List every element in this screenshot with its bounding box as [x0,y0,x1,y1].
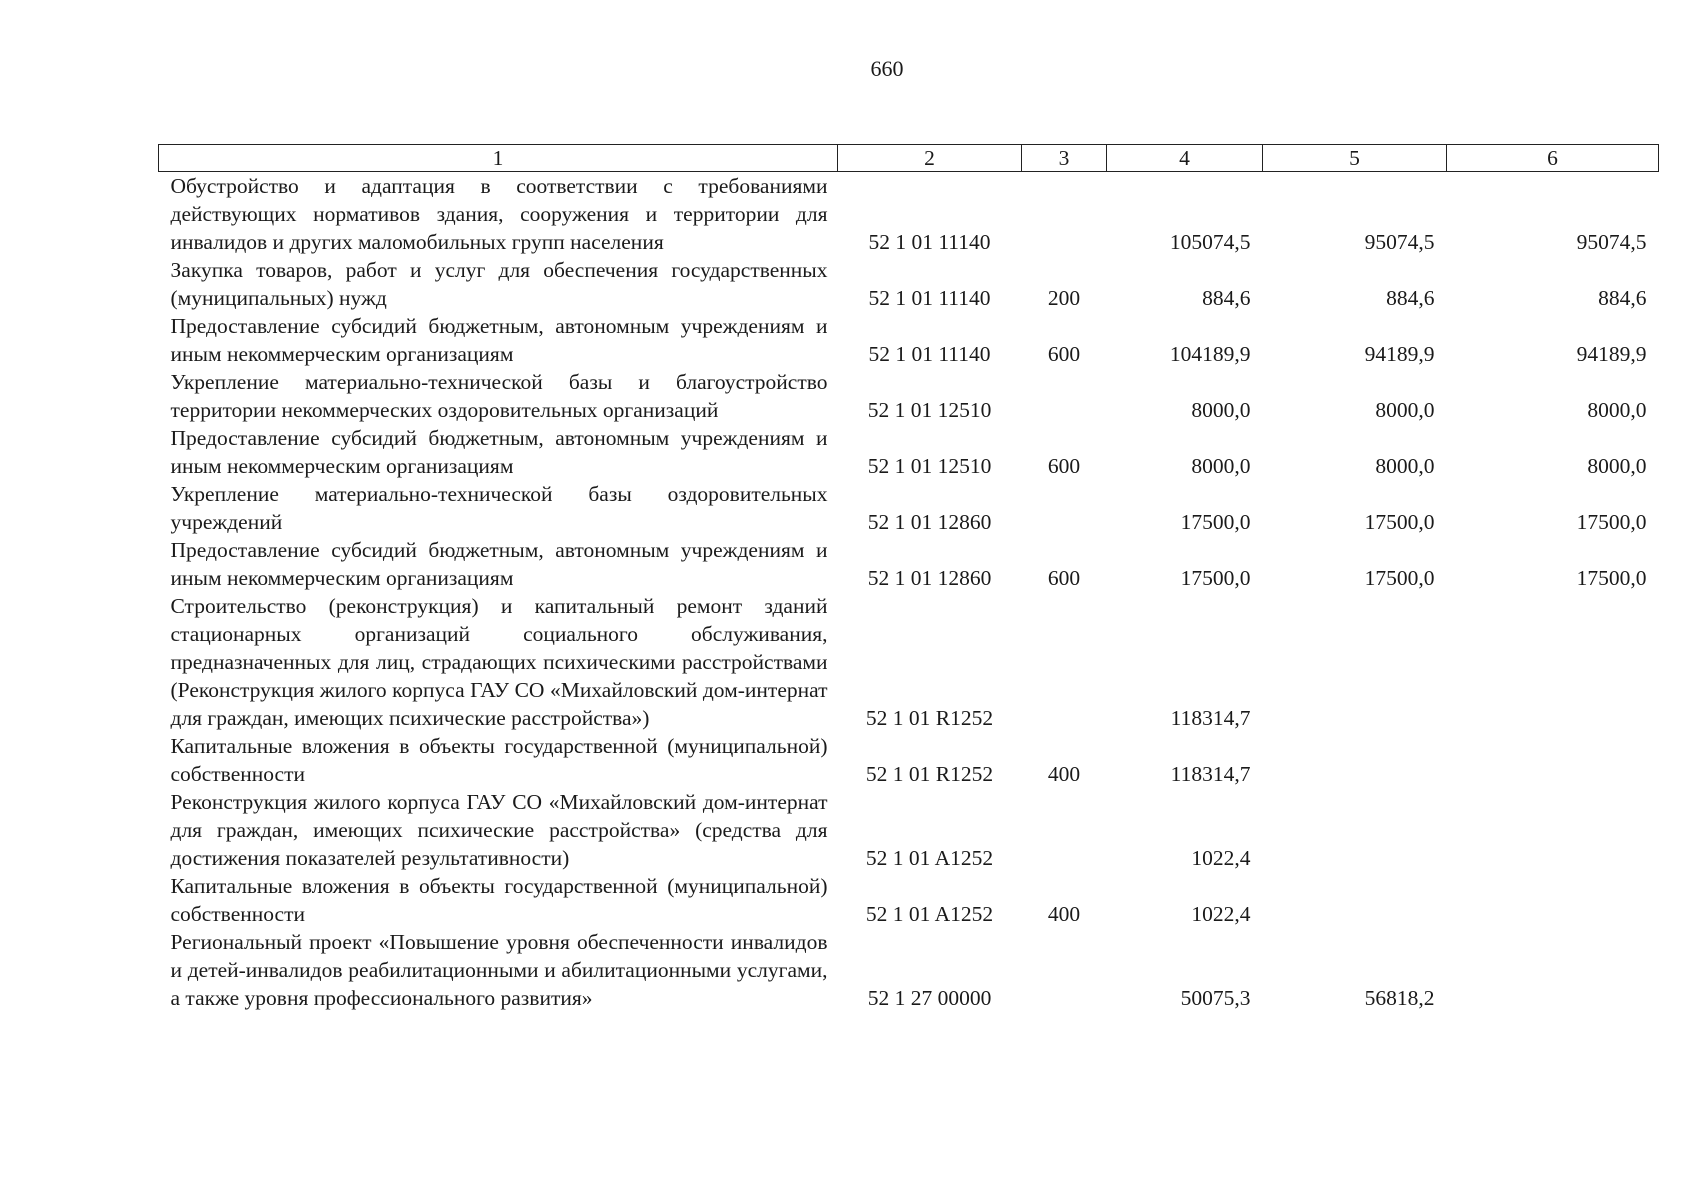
table-row [159,424,1659,480]
table-row [159,732,1659,788]
row-name: Предоставление субсидий бюджетным, автономным учреждениям и иным некоммерческим организациям [170,538,828,590]
row-value-4: 118314,7 [1170,762,1251,786]
row-value-5 [1263,592,1447,732]
table-row [159,368,1659,424]
row-value-4: 17500,0 [1180,566,1251,590]
row-name: Реконструкция жилого корпуса ГАУ СО «Михайловский дом-интернат для граждан, имеющих психические расстройства» (средства для достижения показателей результативности) [170,790,828,870]
row-type [1022,172,1107,257]
row-type: 600 [1047,454,1081,478]
row-value-4: 1022,4 [1191,902,1251,926]
row-value-6 [1447,788,1659,872]
row-value-4: 17500,0 [1180,510,1251,534]
row-value-4: 105074,5 [1169,230,1251,254]
table-row [159,592,1659,732]
table-row [159,256,1659,312]
row-type: 400 [1047,902,1081,926]
row-value-5: 56818,2 [1364,986,1435,1010]
row-name: Укрепление материально-технической базы оздоровительных учреждений [170,482,828,534]
row-type: 400 [1047,762,1081,786]
row-name: Укрепление материально-технической базы и благоустройство территории некоммерческих оздоровительных организаций [170,370,828,422]
page-number: 660 [870,56,904,81]
row-code: 52 1 01 12860 [867,510,992,534]
row-value-5: 94189,9 [1364,342,1435,366]
row-value-6: 17500,0 [1576,510,1647,534]
header-col-4: 4 [1107,145,1263,172]
row-type [1022,368,1107,424]
row-type [1022,480,1107,536]
row-value-6: 8000,0 [1587,454,1647,478]
budget-table [158,144,1659,1012]
row-value-5: 8000,0 [1375,398,1435,422]
row-code: 52 1 27 00000 [867,986,992,1010]
row-value-6: 94189,9 [1576,342,1647,366]
header-col-2: 2 [838,145,1022,172]
row-value-6 [1447,928,1659,1012]
row-value-6 [1447,592,1659,732]
row-value-4: 118314,7 [1170,706,1251,730]
row-value-5: 884,6 [1386,286,1435,310]
row-code: 52 1 01 A1252 [865,902,994,926]
row-name: Капитальные вложения в объекты государственной (муниципальной) собственности [170,734,828,786]
row-value-4: 1022,4 [1191,846,1251,870]
table-row [159,536,1659,592]
row-type: 600 [1047,342,1081,366]
row-code: 52 1 01 12860 [867,566,992,590]
header-col-6: 6 [1447,145,1659,172]
table-row [159,312,1659,368]
header-col-5: 5 [1263,145,1447,172]
row-name: Обустройство и адаптация в соответствии с требованиями действующих нормативов здания, сооружения и территории для инвалидов и других маломобильных групп населения [170,174,828,254]
row-type [1022,928,1107,1012]
row-type: 600 [1047,566,1081,590]
row-value-4: 884,6 [1202,286,1251,310]
row-code: 52 1 01 11140 [868,286,991,310]
row-type [1022,788,1107,872]
row-name: Предоставление субсидий бюджетным, автономным учреждениям и иным некоммерческим организациям [170,426,828,478]
row-value-4: 8000,0 [1191,454,1251,478]
row-value-6: 95074,5 [1576,230,1647,254]
row-name: Региональный проект «Повышение уровня обеспеченности инвалидов и детей-инвалидов реабилитационными и абилитационными услугами, а также уровня профессионального развития» [170,930,828,1010]
row-code: 52 1 01 A1252 [865,846,994,870]
row-value-6: 8000,0 [1587,398,1647,422]
row-code: 52 1 01 11140 [868,342,991,366]
row-name: Капитальные вложения в объекты государственной (муниципальной) собственности [170,874,828,926]
header-col-3: 3 [1022,145,1107,172]
row-value-6: 884,6 [1598,286,1647,310]
table-row [159,872,1659,928]
row-value-4: 104189,9 [1169,342,1251,366]
row-value-6: 17500,0 [1576,566,1647,590]
row-value-5: 17500,0 [1364,566,1435,590]
row-value-5: 17500,0 [1364,510,1435,534]
table-body [159,172,1659,1013]
row-name: Предоставление субсидий бюджетным, автономным учреждениям и иным некоммерческим организациям [170,314,828,366]
table-row [159,172,1659,257]
table-row [159,788,1659,872]
row-code: 52 1 01 11140 [868,230,991,254]
row-value-5 [1263,788,1447,872]
row-value-5 [1263,872,1447,928]
row-type: 200 [1047,286,1081,310]
row-value-5: 8000,0 [1375,454,1435,478]
row-value-5: 95074,5 [1364,230,1435,254]
row-code: 52 1 01 12510 [867,398,992,422]
row-value-5 [1263,732,1447,788]
row-code: 52 1 01 R1252 [865,762,994,786]
row-value-4: 50075,3 [1180,986,1251,1010]
table-row [159,928,1659,1012]
table-header [159,145,1659,172]
row-code: 52 1 01 R1252 [865,706,994,730]
row-value-6 [1447,872,1659,928]
row-code: 52 1 01 12510 [867,454,992,478]
table-row [159,480,1659,536]
row-name: Строительство (реконструкция) и капитальный ремонт зданий стационарных организаций социального обслуживания, предназначенных для лиц, страдающих психическими расстройствами (Реконструкция жилого корпуса ГАУ СО «Михайловский дом-интернат для граждан, имеющих психические расстройства») [170,594,828,730]
header-col-1: 1 [159,145,838,172]
row-type [1022,592,1107,732]
row-value-4: 8000,0 [1191,398,1251,422]
row-value-6 [1447,732,1659,788]
row-name: Закупка товаров, работ и услуг для обеспечения государственных (муниципальных) нужд [170,258,828,310]
